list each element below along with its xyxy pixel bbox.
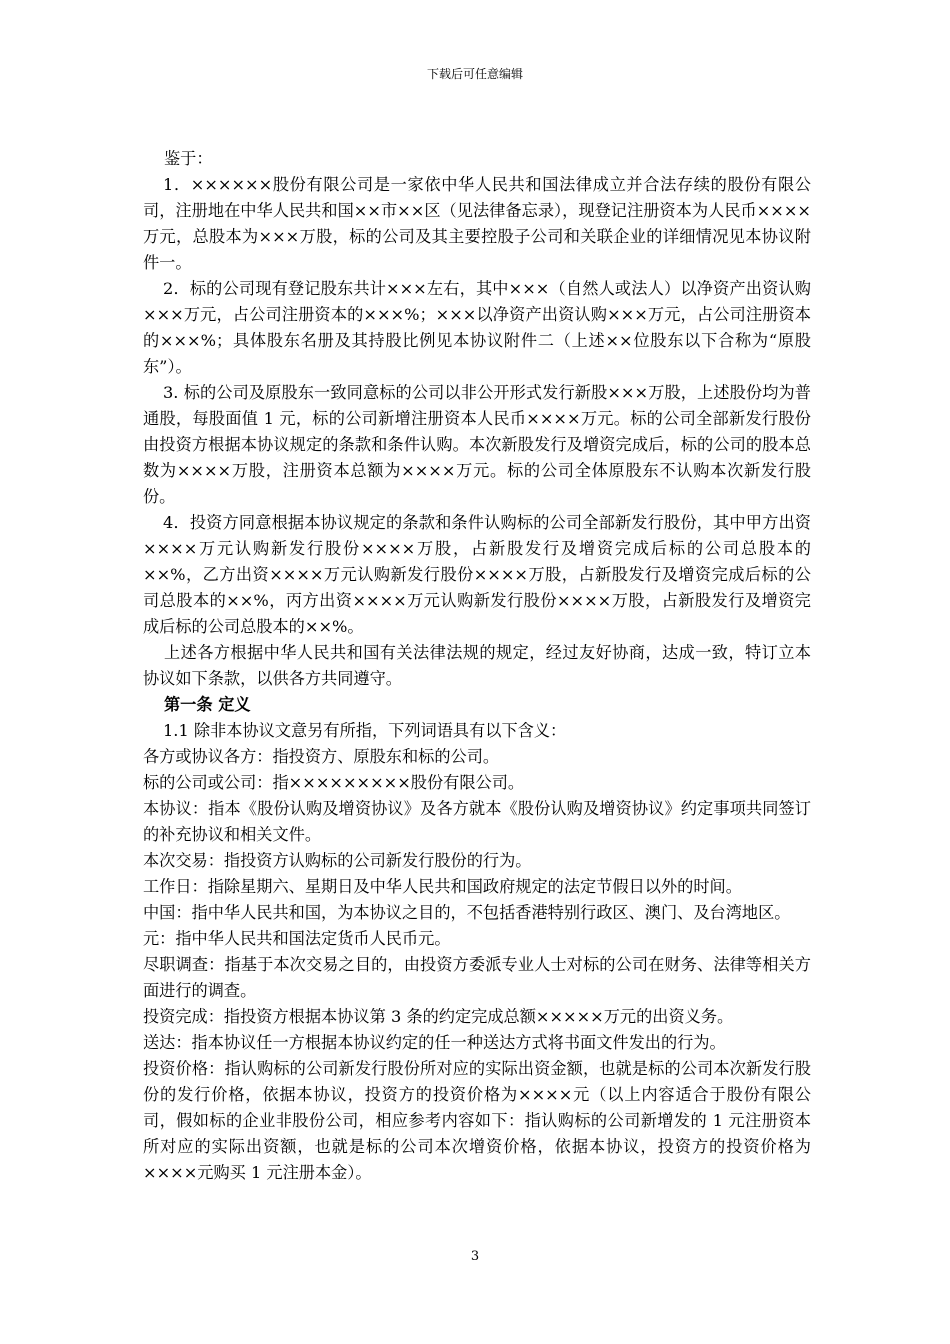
paragraph-whereas: 鉴于： [164,149,213,168]
definition-delivery: 送达：指本协议任一方根据本协议约定的任一种送达方式将书面文件发出的行为。 [143,1033,726,1052]
paragraph-recital-2: 2．标的公司现有登记股东共计×××左右，其中×××（自然人或法人）以净资产出资认购×××万元，占公司注册资本的×××%；×××以净资产出资认购×××万元，占公司注册资本的×××%；具体股东名册及其持股比例见本协议附件二（上述××位股东以下合称为“原股东”）。 [143,279,811,376]
paragraph-recital-4: 4．投资方同意根据本协议规定的条款和条件认购标的公司全部新发行股份，其中甲方出资××××万元认购新发行股份××××万股，占新股发行及增资完成后标的公司总股本的××%，乙方出资××××万元认购新发行股份××××万股，占新股发行及增资完成后标的公司总股本的××%，丙方出资××××万元认购新发行股份××××万股，占新股发行及增资完成后标的公司总股本的××%。 [143,513,811,636]
definition-investment-completion: 投资完成：指投资方根据本协议第 3 条的约定完成总额×××××万元的出资义务。 [143,1007,734,1026]
definition-working-day: 工作日：指除星期六、星期日及中华人民共和国政府规定的法定节假日以外的时间。 [143,877,742,896]
section-heading-definitions: 第一条 定义 [164,695,251,714]
definition-yuan: 元：指中华人民共和国法定货币人民币元。 [143,929,451,948]
definition-parties: 各方或协议各方：指投资方、原股东和标的公司。 [143,747,500,766]
page-header: 下载后可任意编辑 [426,67,523,81]
paragraph-agreement-intro: 上述各方根据中华人民共和国有关法律法规的规定，经过友好协商，达成一致，特订立本协议如下条款，以供各方共同遵守。 [143,643,811,688]
paragraph-recital-1: 1．××××××股份有限公司是一家依中华人民共和国法律成立并合法存续的股份有限公司，注册地在中华人民共和国××市××区（见法律备忘录），现登记注册资本为人民币××××万元，总股本为×××万股，标的公司及其主要控股子公司和关联企业的详细情况见本协议附件一。 [143,175,811,272]
definition-transaction: 本次交易：指投资方认购标的公司新发行股份的行为。 [143,851,532,870]
definition-due-diligence: 尽职调查：指基于本次交易之目的，由投资方委派专业人士对标的公司在财务、法律等相关方面进行的调查。 [143,955,811,1000]
document-body [143,146,811,1186]
clause-1-1: 1.1 除非本协议文意另有所指，下列词语具有以下含义： [163,721,567,740]
definition-agreement: 本协议：指本《股份认购及增资协议》及各方就本《股份认购及增资协议》约定事项共同签订的补充协议和相关文件。 [143,799,811,844]
definition-investment-price: 投资价格：指认购标的公司新发行股份所对应的实际出资金额，也就是标的公司本次新发行股份的发行价格，依据本协议，投资方的投资价格为××××元（以上内容适合于股份有限公司，假如标的企业非股份公司，相应参考内容如下：指认购标的公司新增发的 1 元注册资本所对应的实际出资额，也就是标的公司本次增资价格，依据本协议，投资方的投资价格为××××元购买 1 元注册本金）。 [143,1059,811,1182]
paragraph-recital-3: 3. 标的公司及原股东一致同意标的公司以非公开形式发行新股×××万股，上述股份均为普通股，每股面值 1 元，标的公司新增注册资本人民币××××万元。标的公司全部新发行股份由投资方根据本协议规定的条款和条件认购。本次新股发行及增资完成后，标的公司的股本总数为××××万股，注册资本总额为××××万元。标的公司全体原股东不认购本次新发行股份。 [143,383,811,506]
definition-target-company: 标的公司或公司：指×××××××××股份有限公司。 [143,773,525,792]
definition-china: 中国：指中华人民共和国，为本协议之目的，不包括香港特别行政区、澳门、及台湾地区。 [143,903,791,922]
page-number: 3 [470,1249,480,1264]
